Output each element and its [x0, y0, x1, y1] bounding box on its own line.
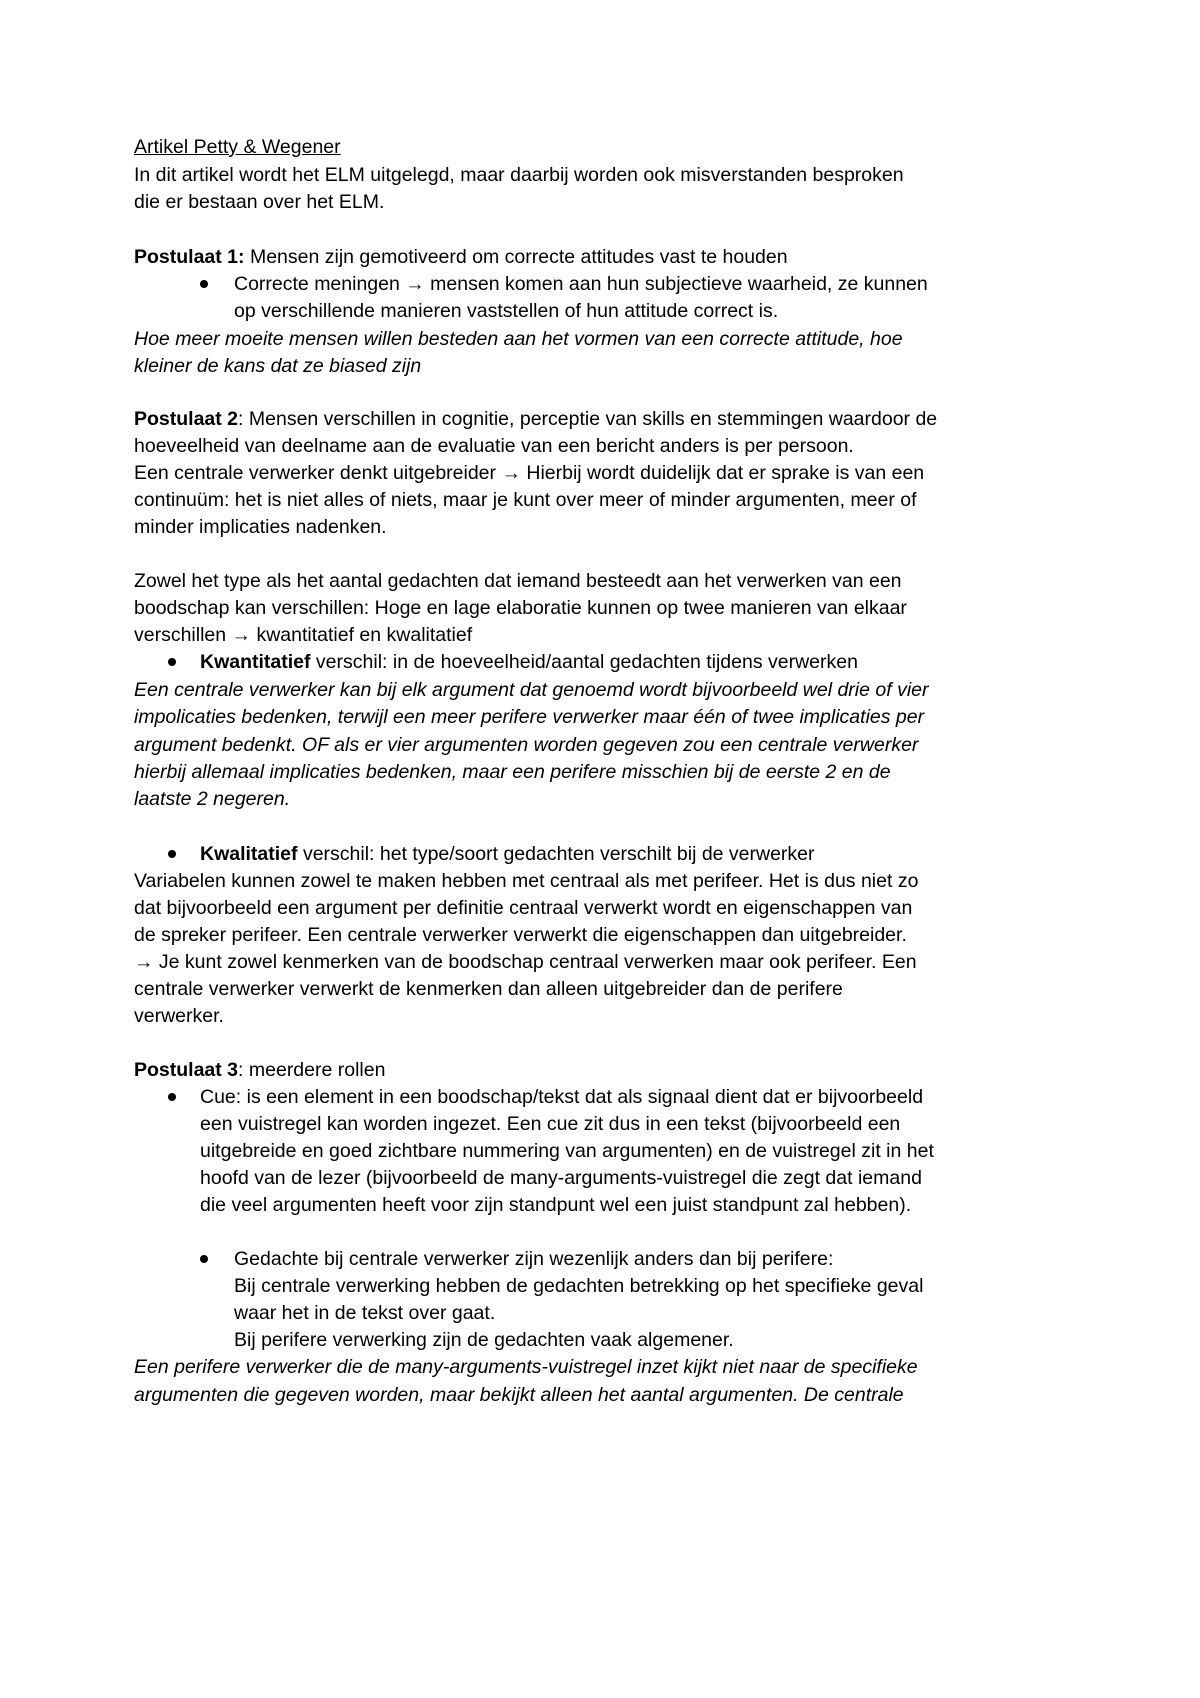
italic-line: Een centrale verwerker kan bij elk argument dat genoemd wordt bijvoorbeeld wel drie of vier	[134, 679, 929, 701]
bullet-line: uitgebreide en goed zichtbare nummering van argumenten) en de vuistregel zit in het	[200, 1140, 934, 1162]
kwalitatief-heading	[200, 840, 815, 870]
postulaat-3-heading	[134, 1056, 385, 1086]
bullet-line: Bij centrale verwerking hebben de gedachten betrekking op het specifieke geval	[234, 1275, 924, 1297]
body-line: dat bijvoorbeeld een argument per definitie centraal verwerkt wordt en eigenschappen van	[134, 897, 913, 919]
postulaat-1-label: Postulaat 1:	[134, 246, 245, 268]
bullet-icon	[200, 1255, 208, 1263]
bullet-line: Correcte meningen → mensen komen aan hun subjectieve waarheid, ze kunnen	[234, 273, 928, 295]
kwantitatief-text: verschil: in de hoeveelheid/aantal gedachten tijdens verwerken	[310, 651, 858, 673]
bullet-line: die veel argumenten heeft voor zijn standpunt wel een juist standpunt zal hebben).	[200, 1194, 912, 1216]
postulaat-2-label: Postulaat 2	[134, 408, 239, 430]
bullet-line: waar het in de tekst over gaat.	[234, 1302, 496, 1324]
postulaat-2-heading	[134, 405, 937, 435]
italic-line: impolicaties bedenken, terwijl een meer perifere verwerker maar één of twee implicaties per	[134, 706, 925, 728]
italic-line: Hoe meer moeite mensen willen besteden aan het vormen van een correcte attitude, hoe	[134, 328, 903, 350]
body-line: → Je kunt zowel kenmerken van de boodschap centraal verwerken maar ook perifeer. Een	[134, 951, 917, 973]
document-title: Artikel Petty & Wegener	[134, 136, 341, 158]
italic-line: Een perifere verwerker die de many-arguments-vuistregel inzet kijkt niet naar de specifieke	[134, 1356, 918, 1378]
postulaat-3-text: : meerdere rollen	[238, 1059, 386, 1081]
body-line: minder implicaties nadenken.	[134, 516, 387, 538]
postulaat-2-text: : Mensen verschillen in cognitie, perceptie van skills en stemmingen waardoor de	[238, 408, 938, 430]
bullet-icon	[200, 280, 208, 288]
italic-line: laatste 2 negeren.	[134, 788, 291, 810]
kwalitatief-label: Kwalitatief	[200, 843, 298, 865]
bullet-line: Cue: is een element in een boodschap/tekst dat als signaal dient dat er bijvoorbeeld	[200, 1086, 924, 1108]
bullet-icon	[168, 658, 176, 666]
kwantitatief-heading	[200, 648, 858, 678]
intro-line: In dit artikel wordt het ELM uitgelegd, maar daarbij worden ook misverstanden besproken	[134, 164, 904, 186]
italic-line: hierbij allemaal implicaties bedenken, maar een perifere misschien bij de eerste 2 en de	[134, 761, 891, 783]
body-line: centrale verwerker verwerkt de kenmerken dan alleen uitgebreider dan de perifere	[134, 978, 843, 1000]
kwalitatief-text: verschil: het type/soort gedachten verschilt bij de verwerker	[297, 843, 815, 865]
bullet-icon	[168, 850, 176, 858]
kwantitatief-label: Kwantitatief	[200, 651, 311, 673]
postulaat-1-text: Mensen zijn gemotiveerd om correcte attitudes vast te houden	[244, 246, 788, 268]
intro-line: die er bestaan over het ELM.	[134, 191, 385, 213]
body-line: verschillen → kwantitatief en kwalitatief	[134, 624, 473, 646]
bullet-icon	[168, 1093, 176, 1101]
bullet-line: Gedachte bij centrale verwerker zijn wezenlijk anders dan bij perifere:	[234, 1248, 834, 1270]
bullet-line: hoofd van de lezer (bijvoorbeeld de many-arguments-vuistregel die zegt dat iemand	[200, 1167, 922, 1189]
body-line: boodschap kan verschillen: Hoge en lage elaboratie kunnen op twee manieren van elkaar	[134, 597, 907, 619]
italic-line: kleiner de kans dat ze biased zijn	[134, 355, 422, 377]
bullet-line: Bij perifere verwerking zijn de gedachten vaak algemener.	[234, 1329, 734, 1351]
body-line: Variabelen kunnen zowel te maken hebben met centraal als met perifeer. Het is dus niet zo	[134, 870, 919, 892]
body-line: Zowel het type als het aantal gedachten dat iemand besteedt aan het verwerken van een	[134, 570, 902, 592]
italic-line: argumenten die gegeven worden, maar bekijkt alleen het aantal argumenten. De centrale	[134, 1384, 904, 1406]
postulaat-3-label: Postulaat 3	[134, 1059, 239, 1081]
postulaat-1-heading	[134, 243, 788, 273]
bullet-line: op verschillende manieren vaststellen of hun attitude correct is.	[234, 300, 779, 322]
body-line: continuüm: het is niet alles of niets, maar je kunt over meer of minder argumenten, meer of	[134, 489, 917, 511]
body-line: hoeveelheid van deelname aan de evaluatie van een bericht anders is per persoon.	[134, 435, 854, 457]
body-line: Een centrale verwerker denkt uitgebreider → Hierbij wordt duidelijk dat er sprake is van een	[134, 462, 925, 484]
italic-line: argument bedenkt. OF als er vier argumenten worden gegeven zou een centrale verwerker	[134, 734, 919, 756]
body-line: verwerker.	[134, 1005, 224, 1027]
body-line: de spreker perifeer. Een centrale verwerker verwerkt die eigenschappen dan uitgebreider.	[134, 924, 907, 946]
bullet-line: een vuistregel kan worden ingezet. Een cue zit dus in een tekst (bijvoorbeeld een	[200, 1113, 901, 1135]
